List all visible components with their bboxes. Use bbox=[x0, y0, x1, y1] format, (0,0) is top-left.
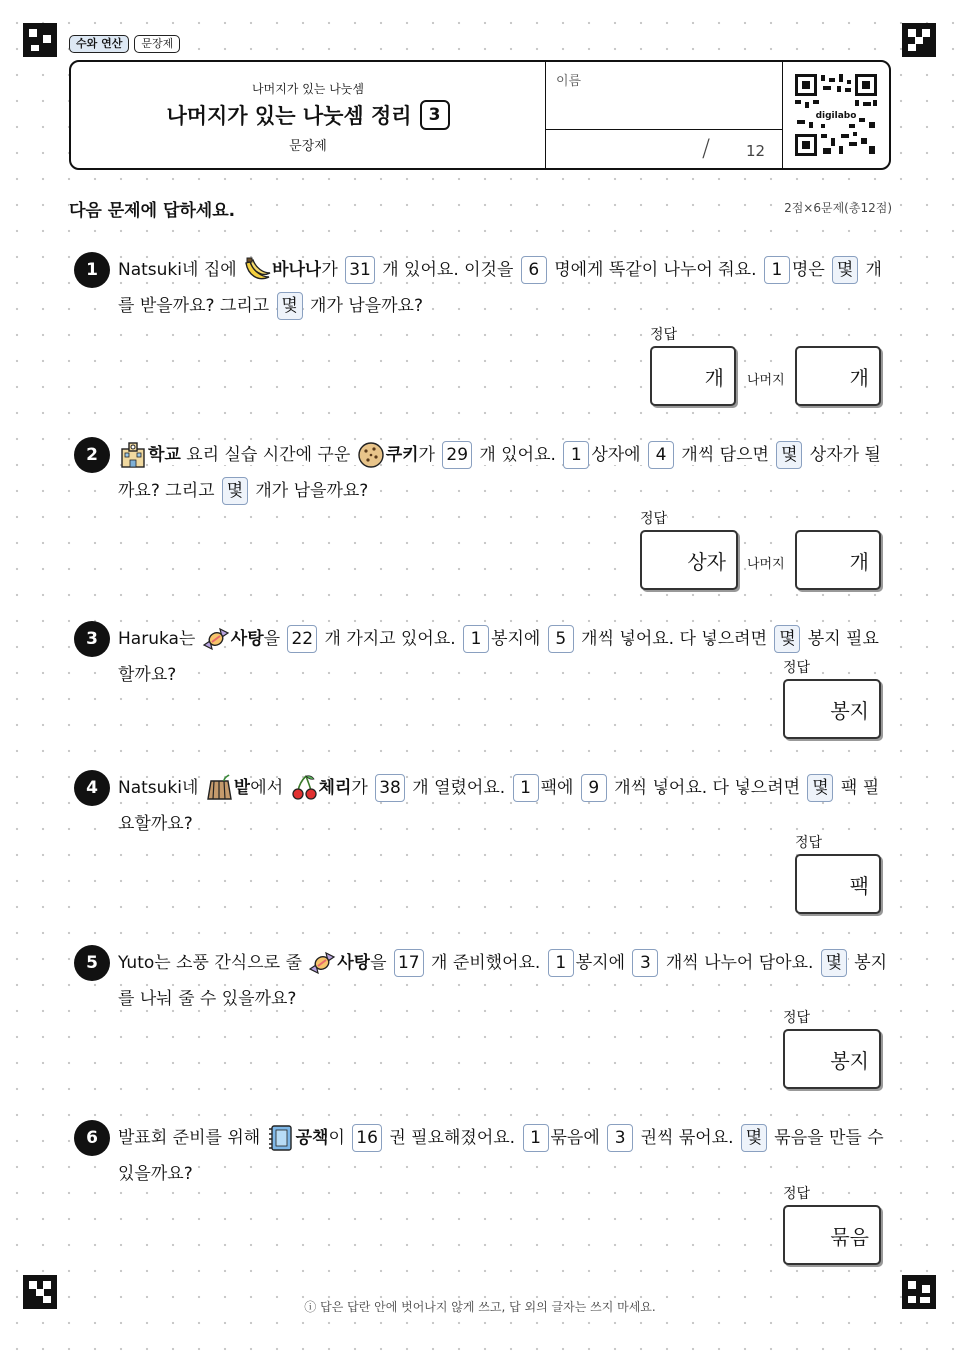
number-box: 1 bbox=[523, 1124, 549, 1152]
field-icon bbox=[204, 773, 234, 803]
question-text-part: 개씩 넣어요. 다 넣으려면 bbox=[575, 629, 773, 649]
number-box: 6 bbox=[521, 256, 547, 284]
question-number: 4 bbox=[74, 770, 110, 806]
question-text-part: Yuto는 소풍 간식으로 줄 bbox=[118, 953, 308, 973]
question-text-part: 을 bbox=[263, 629, 286, 649]
question-text bbox=[118, 770, 888, 842]
worksheet-header bbox=[69, 60, 891, 170]
number-box: 3 bbox=[632, 949, 658, 977]
keyword-text: 사탕 bbox=[230, 629, 264, 649]
number-box: 9 bbox=[581, 774, 607, 802]
question-text-part: 봉지에 bbox=[575, 953, 631, 973]
answer-unit: 개 bbox=[704, 366, 724, 390]
points-info: 2점×6문제(총12점) bbox=[784, 201, 892, 215]
keyword-text: 사탕 bbox=[337, 953, 371, 973]
banana-icon bbox=[242, 255, 272, 285]
answer-label: 정답 bbox=[783, 657, 810, 677]
answer-box-quotient[interactable] bbox=[650, 346, 736, 406]
unknown-box: 몇 bbox=[832, 256, 858, 284]
question-text-part: 발표회 준비를 위해 bbox=[118, 1128, 266, 1148]
question-text bbox=[118, 621, 888, 693]
answer-box[interactable] bbox=[795, 854, 881, 914]
unknown-box: 몇 bbox=[776, 441, 802, 469]
question-text-part: 개씩 넣어요. 다 넣으려면 bbox=[608, 778, 806, 798]
answer-unit: 묶음 bbox=[830, 1225, 869, 1249]
title-block bbox=[71, 62, 545, 168]
question-text bbox=[118, 1120, 888, 1192]
question-text-part: 팩에 bbox=[540, 778, 579, 798]
question-text-part: 개 준비했어요. bbox=[425, 953, 546, 973]
number-box: 1 bbox=[563, 441, 589, 469]
tag-category: 수와 연산 bbox=[69, 35, 129, 53]
question-text-part: 권씩 묶어요. bbox=[635, 1128, 739, 1148]
name-label: 이름 bbox=[556, 74, 582, 89]
candy-icon bbox=[201, 624, 231, 654]
unknown-box: 몇 bbox=[277, 292, 303, 320]
answer-box-remainder[interactable] bbox=[795, 346, 881, 406]
answer-box-quotient[interactable] bbox=[640, 530, 738, 590]
number-box: 22 bbox=[287, 625, 317, 653]
question-number: 3 bbox=[74, 621, 110, 657]
answer-unit: 상자 bbox=[687, 550, 726, 574]
footer-text: ⓘ 답은 답란 안에 벗어나지 않게 쓰고, 답 외의 글자는 쓰지 마세요. bbox=[304, 1300, 656, 1314]
answer-label: 정답 bbox=[650, 324, 677, 344]
question-text-part: 권 필요해졌어요. bbox=[383, 1128, 521, 1148]
number-box: 16 bbox=[352, 1124, 382, 1152]
keyword-text: 밭 bbox=[233, 778, 251, 798]
number-box: 1 bbox=[513, 774, 539, 802]
cherry-icon bbox=[289, 773, 319, 803]
answer-unit: 봉지 bbox=[830, 1049, 869, 1073]
question-number: 5 bbox=[74, 945, 110, 981]
answer-box[interactable] bbox=[783, 1029, 881, 1089]
question-text-part: 명에게 똑같이 나누어 줘요. bbox=[548, 260, 762, 280]
answer-label: 정답 bbox=[640, 508, 667, 528]
question-number: 6 bbox=[74, 1120, 110, 1156]
answer-label: 정답 bbox=[795, 832, 822, 852]
question-text-part: 상자에 bbox=[591, 445, 646, 465]
question-text-part: Natsuki네 bbox=[118, 778, 204, 798]
number-box: 1 bbox=[548, 949, 574, 977]
tag-kind: 문장제 bbox=[134, 35, 180, 53]
notebook-icon bbox=[266, 1123, 296, 1153]
remainder-label: 나머지 bbox=[747, 369, 785, 388]
qr-brand-text: digilabo bbox=[815, 111, 857, 121]
question-text-part: 요리 실습 시간에 구운 bbox=[180, 445, 356, 465]
number-box: 3 bbox=[607, 1124, 633, 1152]
number-box: 4 bbox=[648, 441, 674, 469]
unknown-box: 몇 bbox=[821, 949, 847, 977]
question-text-part: 개가 남을까요? bbox=[304, 296, 423, 316]
question-text bbox=[118, 437, 888, 509]
answer-unit: 봉지 bbox=[830, 699, 869, 723]
question-text-part: 개 있어요. 이것을 bbox=[376, 260, 519, 280]
unknown-box: 몇 bbox=[222, 477, 248, 505]
answer-label: 정답 bbox=[783, 1183, 810, 1203]
keyword-text: 쿠키 bbox=[385, 445, 419, 465]
question-text-part: 개가 남을까요? bbox=[249, 481, 369, 501]
question-text-part: 봉지를 나눠 줄 수 있을까요? bbox=[118, 953, 888, 1009]
question-text-part: 개 가지고 있어요. bbox=[319, 629, 462, 649]
number-box: 38 bbox=[375, 774, 405, 802]
question-text-part: 봉지 필요할까요? bbox=[118, 629, 879, 685]
corner-marker-top-right bbox=[902, 23, 936, 57]
number-box: 1 bbox=[463, 625, 489, 653]
question-text-part: 에서 bbox=[250, 778, 289, 798]
remainder-label: 나머지 bbox=[747, 553, 785, 572]
question-text-part: 개씩 담으면 bbox=[676, 445, 775, 465]
answer-label: 정답 bbox=[783, 1007, 810, 1027]
question-number: 2 bbox=[74, 437, 110, 473]
number-box: 1 bbox=[764, 256, 790, 284]
question-text-part: 가 bbox=[321, 260, 344, 280]
answer-unit: 개 bbox=[849, 550, 869, 574]
question-text-part: 봉지에 bbox=[491, 629, 546, 649]
page-title-text: 나머지가 있는 나눗셈 정리 bbox=[166, 104, 412, 128]
cookie-icon bbox=[356, 440, 386, 470]
question-text-part: 팩 필요할까요? bbox=[118, 778, 880, 834]
number-box: 17 bbox=[394, 949, 424, 977]
question-text-part: 개를 받을까요? 그리고 bbox=[118, 260, 882, 316]
question-text-part: 개 열렸어요. bbox=[406, 778, 511, 798]
answer-unit: 팩 bbox=[849, 874, 869, 898]
unknown-box: 몇 bbox=[774, 625, 800, 653]
name-score-block bbox=[545, 62, 783, 168]
header-subtitle: 나머지가 있는 나눗셈 bbox=[252, 82, 364, 96]
answer-unit: 개 bbox=[849, 366, 869, 390]
qr-code-icon bbox=[793, 72, 879, 158]
question-number: 1 bbox=[74, 252, 110, 288]
worksheet-number: 3 bbox=[420, 100, 450, 130]
corner-marker-top-left bbox=[23, 23, 57, 57]
school-icon bbox=[118, 440, 148, 470]
footer-note bbox=[0, 1298, 960, 1315]
answer-box[interactable] bbox=[783, 679, 881, 739]
answer-box-remainder[interactable] bbox=[795, 530, 881, 590]
question-text-part: Haruka는 bbox=[118, 629, 201, 649]
number-box: 31 bbox=[345, 256, 375, 284]
divider bbox=[546, 129, 782, 130]
question-text-part: 묶음을 만들 수 있을까요? bbox=[118, 1128, 884, 1184]
keyword-text: 체리 bbox=[318, 778, 352, 798]
category-tags bbox=[69, 35, 180, 53]
score-slash: / bbox=[702, 134, 711, 162]
score-total: 12 bbox=[746, 142, 766, 160]
unknown-box: 몇 bbox=[741, 1124, 767, 1152]
question-text-part: 명은 bbox=[791, 260, 831, 280]
question-text-part: 상자가 될까요? 그리고 bbox=[118, 445, 881, 501]
keyword-text: 학교 bbox=[148, 445, 181, 465]
number-box: 29 bbox=[442, 441, 472, 469]
instructions: 다음 문제에 답하세요. bbox=[69, 196, 235, 221]
question-text-part: 이 bbox=[328, 1128, 351, 1148]
unknown-box: 몇 bbox=[807, 774, 833, 802]
question-text-part: 개 있어요. bbox=[474, 445, 562, 465]
keyword-text: 바나나 bbox=[272, 260, 322, 280]
number-box: 5 bbox=[548, 625, 574, 653]
question-text-part: 가 bbox=[418, 445, 441, 465]
question-text-part: 을 bbox=[370, 953, 392, 973]
question-text bbox=[118, 252, 888, 324]
question-text-part: 가 bbox=[351, 778, 374, 798]
question-text-part: 묶음에 bbox=[550, 1128, 606, 1148]
question-text-part: Natsuki네 집에 bbox=[118, 260, 243, 280]
question-text bbox=[118, 945, 888, 1017]
answer-box[interactable] bbox=[783, 1205, 881, 1265]
page-title bbox=[71, 100, 545, 130]
candy-icon bbox=[307, 948, 337, 978]
question-text-part: 개씩 나누어 담아요. bbox=[660, 953, 819, 973]
header-kind: 문장제 bbox=[289, 139, 327, 154]
keyword-text: 공책 bbox=[295, 1128, 329, 1148]
